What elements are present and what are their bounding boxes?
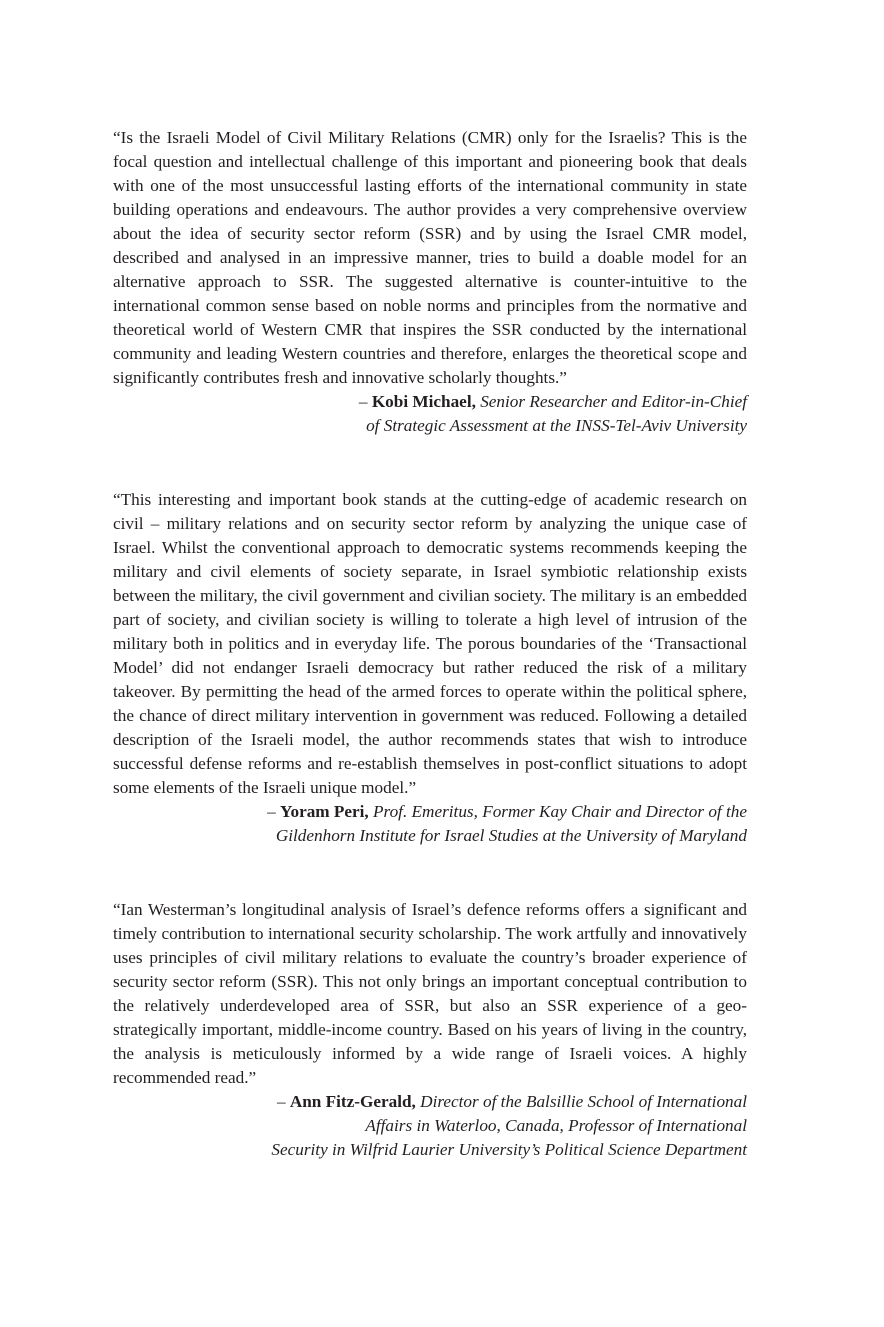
endorsement-kobi-michael (113, 126, 747, 438)
quote-line: country’s broader experience of security sector reform (SSR). This not only brings (113, 948, 747, 991)
quote-line: impressive manner, tries to build a doable model for an alternative approach to (113, 248, 747, 291)
quote-line: an important conceptual contribution to the relatively underdeveloped area of (113, 972, 747, 1015)
quote-line: “This interesting and important book stands at the cutting-edge of academic (113, 490, 660, 509)
quote-line: the unique case of Israel. Whilst the conventional approach to democratic systems (113, 514, 748, 557)
quote-line: author provides a very comprehensive overview about the idea of security sector (113, 200, 747, 243)
endorsement-yoram-peri (113, 488, 747, 848)
endorsement-attribution (113, 390, 747, 438)
endorser-role-line: Affairs in Waterloo, Canada, Professor of International (365, 1116, 747, 1135)
endorser-name: Ann Fitz-Gerald, (289, 1092, 416, 1111)
endorser-role-line: of Strategic Assessment at the INSS-Tel-Aviv University (366, 416, 747, 435)
endorsement-quote (113, 898, 747, 1090)
quote-line: conflict situations to adopt some elements of the Israeli unique model.” (113, 754, 748, 797)
quote-line: symbiotic relationship exists between the military, the civil government and (113, 562, 748, 605)
endorser-name: Kobi Michael, (371, 392, 476, 411)
quote-line: country. Based on his years of living in the country, the analysis is meticulously (113, 1020, 748, 1063)
quote-line: significant and timely contribution to international security scholarship. The work (113, 900, 748, 943)
quote-line: endanger Israeli democracy but rather reduced the risk of a military takeover. By (113, 658, 748, 701)
endorsement-ann-fitz-gerald (113, 898, 747, 1162)
quote-line: community and leading Western countries and therefore, enlarges the theoretical (113, 344, 673, 363)
quote-line: “Ian Westerman’s longitudinal analysis of Israel’s defence reforms offers a (113, 900, 639, 919)
quote-line: permitting the head of the armed forces to operate within the political sphere, the (113, 682, 748, 725)
quote-line: sense based on noble norms and principles from the normative and theoretical (113, 296, 748, 339)
endorser-role: Director of the Balsillie School of International (420, 1092, 747, 1111)
endorsement-attribution (113, 800, 747, 848)
endorsements-page (113, 126, 747, 1162)
endorser-role-line: Security in Wilfrid Laurier University’s Political Science Department (271, 1140, 747, 1159)
endorser-role-line: Gildenhorn Institute for Israel Studies at the University of Maryland (275, 826, 747, 845)
quote-line: SSR, but also an SSR experience of a geo-strategically important, middle-income (113, 996, 748, 1039)
quote-line: research on civil – military relations and on security sector reform by analyzing (113, 490, 748, 533)
quote-line: informed by a wide range of Israeli voices. A highly recommended read.” (113, 1044, 747, 1087)
quote-line: SSR. The suggested alternative is counter-intuitive to the international common (113, 272, 747, 315)
quote-line: chance of direct military intervention in government was reduced. Following a (139, 706, 688, 725)
quote-line: to introduce successful defense reforms and re-establish themselves in post- (113, 730, 747, 773)
endorser-role: Prof. Emeritus, Former Kay Chair and Director of the (373, 802, 747, 821)
quote-line: pioneering book that deals with one of the most unsuccessful lasting efforts of (113, 152, 747, 195)
quote-line: “Is the Israeli Model of Civil Military Relations (CMR) only for the Israelis? (113, 128, 666, 147)
endorser-name: Yoram Peri, (279, 802, 369, 821)
attribution-dash: – (276, 1092, 290, 1111)
quote-line: the international community in state building operations and endeavours. The (113, 176, 747, 219)
quote-line: This is the focal question and intellectual challenge of this important and (113, 128, 747, 171)
endorsement-attribution (113, 1090, 747, 1162)
quote-line: is willing to tolerate a high level of intrusion of the military both in politics and (113, 610, 747, 653)
quote-line: scope and significantly contributes fresh and innovative scholarly thoughts.” (113, 344, 747, 387)
quote-line: artfully and innovatively uses principles of civil military relations to evaluate the (113, 924, 747, 967)
endorser-role: Senior Researcher and Editor-in-Chief (480, 392, 747, 411)
attribution-dash: – (358, 392, 372, 411)
attribution-dash: – (267, 802, 280, 821)
endorsement-quote (113, 488, 747, 800)
endorsement-quote (113, 126, 747, 390)
quote-line: world of Western CMR that inspires the SSR conducted by the international (192, 320, 747, 339)
quote-line: recommends keeping the military and civil elements of society separate, in Israel (113, 538, 748, 581)
quote-line: in everyday life. The porous boundaries of the ‘Transactional Model’ did not (113, 634, 747, 677)
quote-line: reform (SSR) and by using the Israel CMR model, described and analysed in an (113, 224, 747, 267)
quote-line: civilian society. The military is an embedded part of society, and civilian society (113, 586, 748, 629)
quote-line: detailed description of the Israeli model, the author recommends states that wish (113, 706, 748, 749)
